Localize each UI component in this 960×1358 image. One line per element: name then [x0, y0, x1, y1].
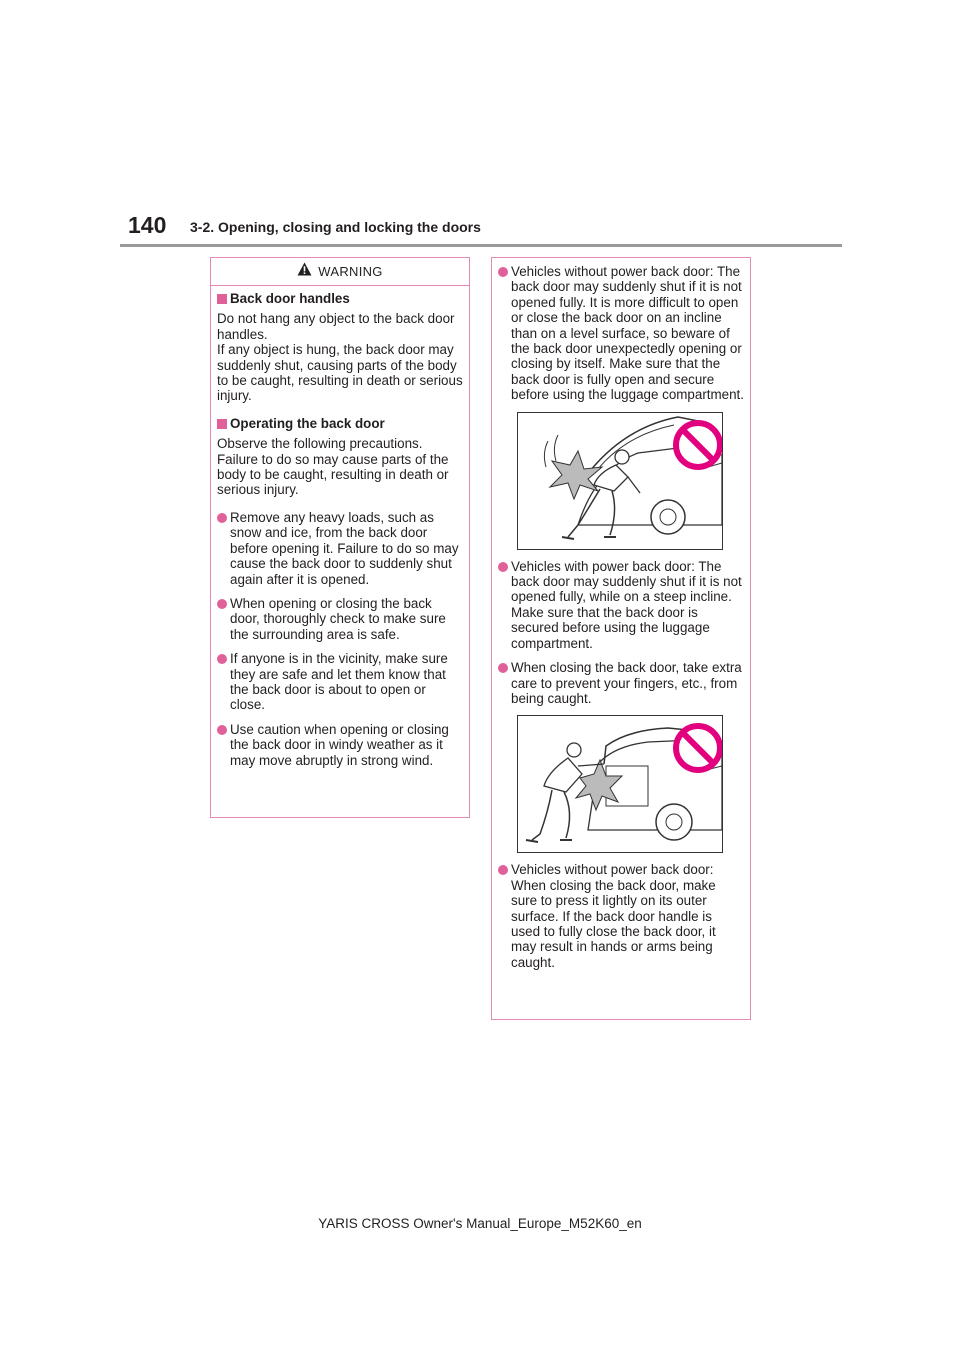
list-item: If anyone is in the vicinity, make sure they are safe and let them know that the back door is about to open or close. [217, 651, 463, 713]
list-item: Vehicles without power back door: When closing the back door, make sure to press it lightly on its outer surface. If the back door handle is used to fully close the back door, it may result in hands or arms being caught. [498, 862, 744, 970]
list-item: When opening or closing the back door, thoroughly check to make sure the surrounding area is safe. [217, 596, 463, 642]
section-heading: Operating the back door [217, 416, 463, 431]
warning-triangle-icon [297, 262, 312, 281]
circle-bullet-icon [498, 663, 508, 673]
circle-bullet-icon [498, 562, 508, 572]
section-body: Do not hang any object to the back door handles. If any object is hung, the back door may suddenly shut, causing parts of the body to be caught, resulting in death or serious injury. [217, 311, 463, 404]
circle-bullet-icon [498, 865, 508, 875]
footer-manual-id: YARIS CROSS Owner's Manual_Europe_M52K60_en [318, 1216, 642, 1231]
header-rule [120, 244, 842, 247]
warning-box-left [210, 257, 470, 818]
circle-bullet-icon [498, 267, 508, 277]
list-item: Vehicles with power back door: The back door may suddenly shut if it is not opened fully, while on a steep incline. Make sure that the back door is secured before using the luggage compartment. [498, 559, 744, 651]
circle-bullet-icon [217, 654, 227, 664]
circle-bullet-icon [217, 725, 227, 735]
section-heading: Back door handles [217, 291, 463, 306]
section-title: 3-2. Opening, closing and locking the doors [190, 219, 481, 235]
circle-bullet-icon [217, 513, 227, 523]
list-item: When closing the back door, take extra care to prevent your fingers, etc., from being caught. [498, 660, 744, 706]
list-item: Remove any heavy loads, such as snow and ice, from the back door before opening it. Failure to do so may cause the back door to suddenly shut again after it is opened. [217, 510, 463, 587]
warning-box-right [491, 257, 751, 1020]
square-bullet-icon [217, 419, 227, 429]
warning-header [211, 258, 469, 286]
circle-bullet-icon [217, 599, 227, 609]
illustration-door-caught [517, 715, 723, 853]
square-bullet-icon [217, 294, 227, 304]
page-number: 140 [128, 212, 167, 238]
prohibited-icon [676, 423, 720, 467]
illustration-door-swing [517, 412, 723, 550]
warning-label: WARNING [318, 264, 383, 279]
section-body: Observe the following precautions. Failure to do so may cause parts of the body to be caught, resulting in death or serious injury. [217, 436, 449, 498]
prohibited-icon [676, 726, 720, 770]
list-item: Vehicles without power back door: The back door may suddenly shut if it is not opened fully. It is more difficult to open or close the back door on an incline than on a level surface, so beware of the back door unexpectedly opening or closing by itself. Make sure that the back door is fully open and secure before using the luggage compartment. [498, 264, 744, 403]
list-item: Use caution when opening or closing the back door in windy weather as it may move abruptly in strong wind. [217, 722, 463, 768]
